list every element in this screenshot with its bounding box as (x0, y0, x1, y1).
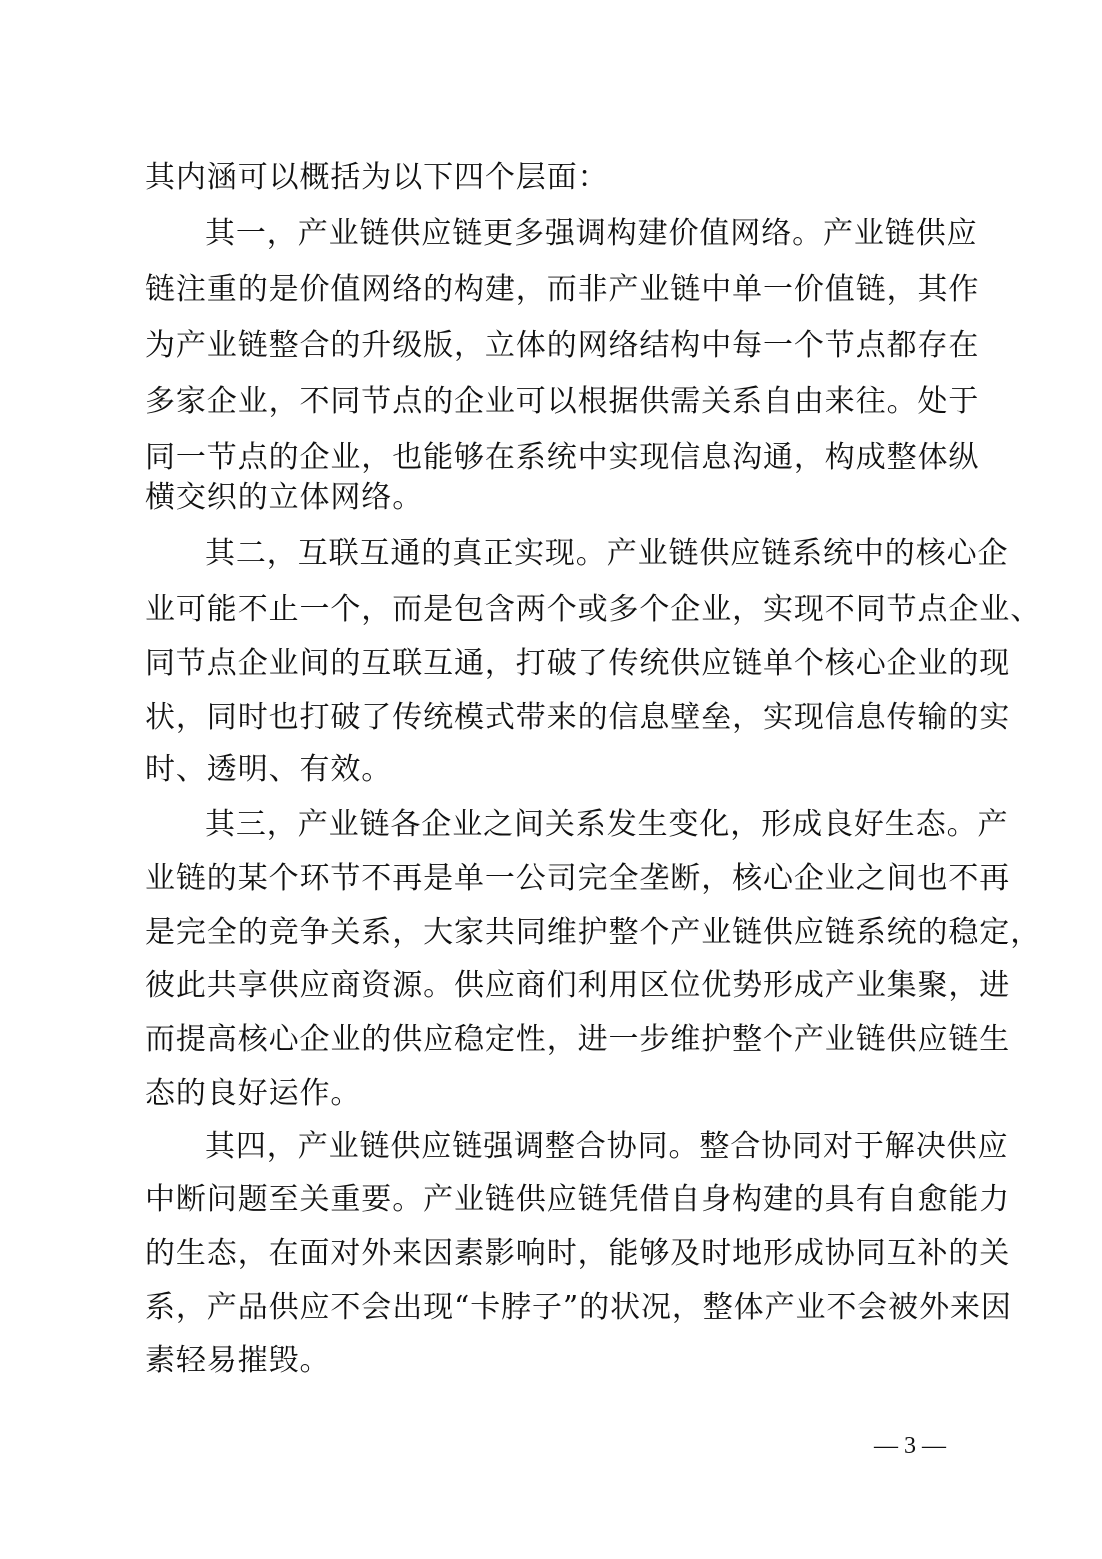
text-line: 业链的某个环节不再是单一公司完全垄断，核心企业之间也不再 (145, 861, 1011, 896)
text-line: 为产业链整合的升级版，立体的网络结构中每一个节点都存在 (145, 328, 980, 363)
paragraph-first-line: 其三，产业链各企业之间关系发生变化，形成良好生态。产 (205, 807, 1009, 842)
text-line: 而提高核心企业的供应稳定性，进一步维护整个产业链供应链生 (145, 1022, 1011, 1057)
text-line: 中断问题至关重要。产业链供应链凭借自身构建的具有自愈能力 (145, 1182, 1011, 1217)
text-line: 状，同时也打破了传统模式带来的信息壁垒，实现信息传输的实 (145, 700, 1011, 735)
text-line: 其内涵可以概括为以下四个层面： (145, 160, 609, 195)
text-line: 系，产品供应不会出现“卡脖子”的状况，整体产业不会被外来因 (145, 1290, 1012, 1325)
text-line: 素轻易摧毁。 (145, 1343, 331, 1378)
text-line: 的生态，在面对外来因素影响时，能够及时地形成协同互补的关 (145, 1236, 1011, 1271)
paragraph-first-line: 其二，互联互通的真正实现。产业链供应链系统中的核心企 (205, 536, 1009, 571)
text-line: 同节点企业间的互联互通，打破了传统供应链单个核心企业的现 (145, 646, 1011, 681)
text-line: 态的良好运作。 (145, 1076, 362, 1111)
text-line: 多家企业，不同节点的企业可以根据供需关系自由来往。处于 (145, 384, 980, 419)
text-line: 链注重的是价值网络的构建，而非产业链中单一价值链，其作 (145, 272, 980, 307)
paragraph-first-line: 其四，产业链供应链强调整合协同。整合协同对于解决供应 (205, 1129, 1009, 1164)
text-line: 时、透明、有效。 (145, 752, 393, 787)
text-line: 彼此共享供应商资源。供应商们利用区位优势形成产业集聚，进 (145, 968, 1011, 1003)
text-line: 是完全的竞争关系，大家共同维护整个产业链供应链系统的稳定， (145, 915, 1042, 950)
text-line: 横交织的立体网络。 (145, 480, 424, 515)
text-line: 同一节点的企业，也能够在系统中实现信息沟通，构成整体纵 (145, 440, 980, 475)
paragraph-first-line: 其一，产业链供应链更多强调构建价值网络。产业链供应 (205, 216, 978, 251)
text-line: 业可能不止一个，而是包含两个或多个企业，实现不同节点企业、 (145, 592, 1042, 627)
page-number: — 3 — (874, 1433, 946, 1459)
